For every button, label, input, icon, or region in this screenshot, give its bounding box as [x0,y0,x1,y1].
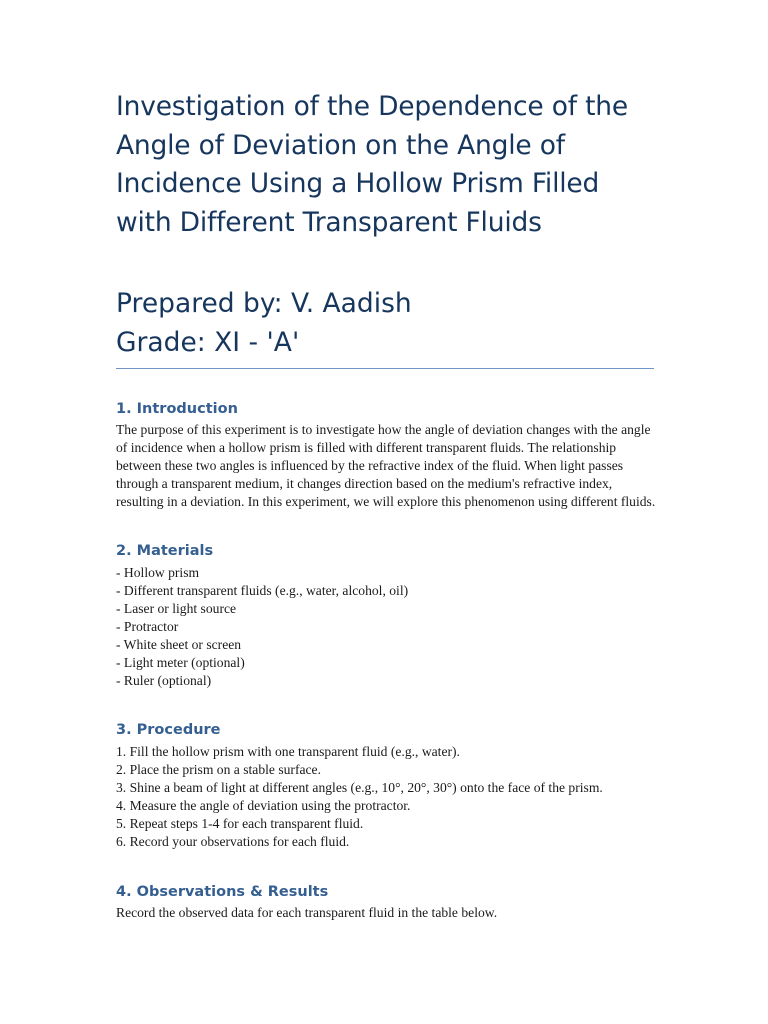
document-page [116,88,656,922]
list-item: 1. Fill the hollow prism with one transparent fluid (e.g., water). [116,744,460,759]
procedure-list [116,743,656,851]
introduction-section [116,399,656,511]
list-item: - Different transparent fluids (e.g., water, alcohol, oil) [116,583,409,598]
introduction-heading: 1. Introduction [116,401,238,417]
list-item: - Laser or light source [116,601,237,616]
list-item: 5. Repeat steps 1-4 for each transparent fluid. [116,816,364,831]
materials-section [116,541,656,690]
grade: Grade: XI - 'A' [116,327,300,358]
list-item: 3. Shine a beam of light at different angles (e.g., 10°, 20°, 30°) onto the face of the prism. [116,780,603,795]
prepared-by: Prepared by: V. Aadish [116,288,412,319]
list-item: 2. Place the prism on a stable surface. [116,762,321,777]
list-item: 6. Record your observations for each fluid. [116,834,350,849]
list-item: - White sheet or screen [116,637,242,652]
author-block [116,284,656,362]
materials-list [116,564,656,690]
list-item: 4. Measure the angle of deviation using the protractor. [116,798,411,813]
materials-heading: 2. Materials [116,543,214,559]
list-item: - Protractor [116,619,179,634]
title-divider [116,368,654,369]
observations-heading: 4. Observations & Results [116,884,329,900]
observations-section [116,882,656,922]
list-item: - Hollow prism [116,565,200,580]
list-item: - Ruler (optional) [116,673,212,688]
introduction-text: The purpose of this experiment is to investigate how the angle of deviation changes with the angle of incidence when a hollow prism is filled with different transparent fluids. The relationship between these two angles is influenced by the refractive index of the fluid. When light passes through a transparent medium, it changes direction based on the medium's refractive index, resulting in a deviation. In this experiment, we will explore this phenomenon using different fluids. [116,422,656,509]
observations-text: Record the observed data for each transparent fluid in the table below. [116,905,498,920]
procedure-heading: 3. Procedure [116,722,221,738]
document-title: Investigation of the Dependence of the Angle of Deviation on the Angle of Incidence Using a Hollow Prism Filled with Different Transparent Fluids [116,91,628,238]
list-item: - Light meter (optional) [116,655,245,670]
procedure-section [116,720,656,851]
